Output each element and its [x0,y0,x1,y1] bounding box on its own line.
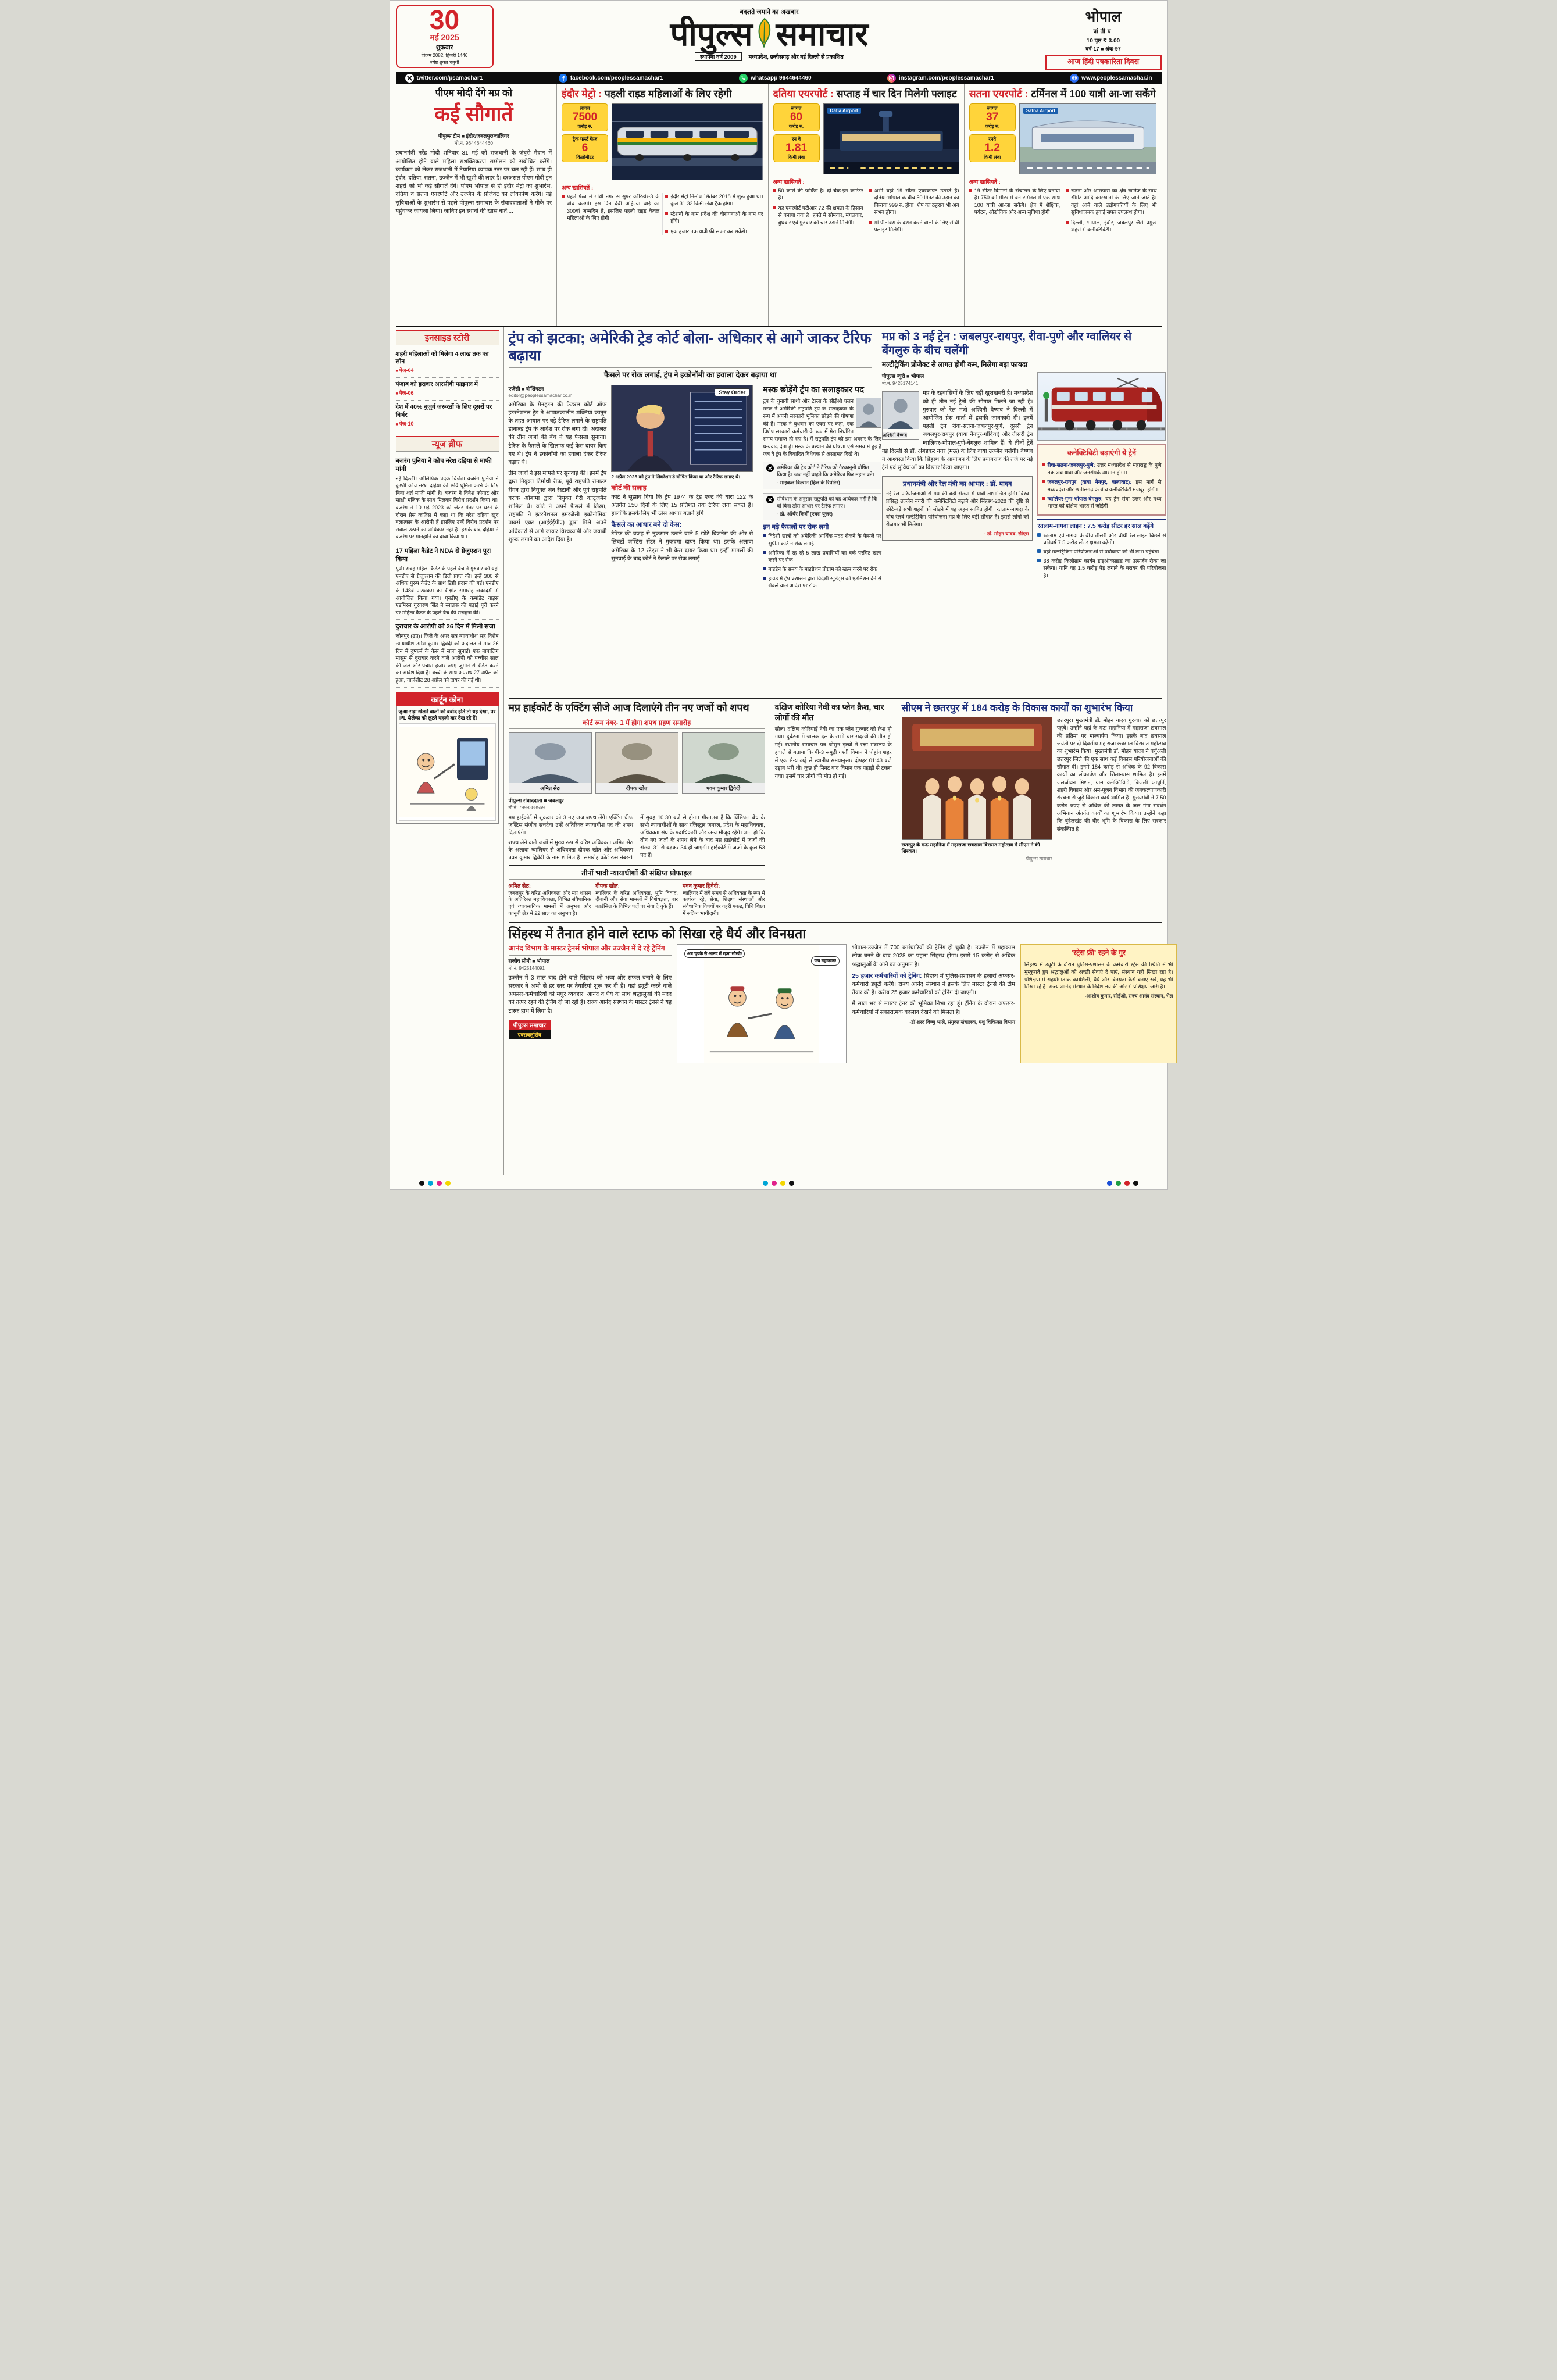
judge-photo [595,732,678,794]
fact-item: यहां मल्टीट्रैकिंग परियोजनाओं से पर्यावरण को भी लाभ पहुंचेगा। [1037,548,1166,555]
feature-item: मां पीतांबरा के दर्शन करने वालों के लिए सीधी फ्लाइट मिलेगी। [869,219,959,234]
website-link[interactable] [1070,74,1152,83]
musk-body: ट्रंप के चुनावी साथी और टेस्ला के सीईओ एलन मस्क ने अमेरिकी राष्ट्रपति ट्रंप के सलाहकार के रूप में अपनी सरकारी भूमिका छोड़ने की घोषणा की है। मस्क ने बुधवार को एक्स पर कहा, एक विशेष सरकारी कर्मचारी के रूप में मेरा निर्धारित समय समाप्त हो रहा है। मैं राष्ट्रपति ट्रंप को इस अवसर के लिए धन्यवाद देता हूं। मस्क के प्रस्थान की घोषणा ऐसे समय में हुई है जब वे ट्रंप के विवादित विधेयक से असहमत दिखे थे। [763,398,881,458]
closing-attribution: -डॉ शरद विष्णु भाले, संयुक्त संचालक, पशु चिकित्सा विभाग [909,1019,1015,1025]
band-singhast [508,923,1173,1132]
highcourt-byline: पीपुल्स संवाददाता ■ जबलपुर [508,797,564,803]
date-day: 30 [429,5,460,35]
newspaper-title [499,17,1040,51]
metro-headline [562,88,763,100]
trains-content [881,372,1166,581]
lead-byline: पीपुल्स टीम ■ इंदौर/जबलपुर/ग्वालियर [396,130,552,140]
feature-item: अभी यहां 19 सीटर एयरक्राफ्ट उतरते हैं। दतिया-भोपाल के बीच 50 मिनट की उड़ान का किराया 999 रु. होगा। शेष का ठहराव भी अब संभव होगा। [869,187,959,216]
masthead [396,4,1162,72]
color-dot-magenta [437,1181,442,1186]
route-text: यह ट्रेन सेवा उत्तर और मध्य भारत को दक्षिण भारत से जोड़ेगी। [1047,496,1162,509]
masthead-center [499,5,1040,70]
route-name: जबलपुर-रायपुर (वाया नैनपुर, बालाघाट): [1047,479,1132,485]
profiles-header: तीनों भावी न्यायाधीशों की संक्षिप्त प्रोफाइल [509,868,765,880]
facts-list [1037,519,1166,579]
instagram-link[interactable] [887,74,994,83]
brief-title: बजरंग पुनिया ने कोच नरेश दहिया से माफी मांगी [395,457,492,473]
stayed-decision-item: बाइडेन के समय के माइग्रेशन प्रोग्राम को खत्म करने पर रोक [763,566,881,573]
color-dot-black [1133,1181,1138,1186]
datia-cost-stat: लागत 60 करोड़ रु. [773,103,820,131]
singhast-content [508,944,1173,1063]
satna-features-list [969,187,1157,233]
korea-body: सोल। दक्षिण कोरियाई नेवी का एक प्लेन गुरुवार को क्रैश हो गया। दुर्घटना में चालक दल के सभी चार सदस्यों की मौत हो गई। स्थानीय समाचार पत्र चोसुन इल्बो ने रक्षा मंत्रालय के हवाले से बताया कि पी-3 समुद्री गश्ती विमान ने पोहांग शहर में एक सैन्य अड्डे से स्थानीय समयानुसार दोपहर 01:43 बजे उड़ान भरी थी। कुछ ही मिनट बाद विमान एक पहाड़ी से टकरा गया। इसमें चार लोगों की मौत हो गई। [774,726,892,779]
singhast-subhead: आनंद विभाग के मास्टर ट्रेनर्स भोपाल और उज्जैन में दे रहे ट्रेनिंग [508,944,665,953]
stayed-decisions-heading: इन बड़े फैसलों पर रोक लगी [763,524,829,531]
trump-headline: ट्रंप को झटका; अमेरिकी ट्रेड कोर्ट बोला- अधिकार से आगे जाकर टैरिफ बढ़ाया [508,330,872,364]
highcourt-para: शपथ लेने वाले जजों में मुख्य रूप से वरिष्ठ अधिवक्ता अमित सेठ के अलावा ग्वालियर से अधिवक्ता दीपक खोत और अधिवक्ता पवन कुमार द्विवेदी के नाम शामिल हैं। समारोह कोर्ट रूम नंबर-1 में सुबह 10.30 बजे से होगा। गौरतलब है कि प्रिंसिपल बेंच के सभी न्यायाधीशों के साथ रजिस्ट्रार जनरल, प्रदेश के महाधिवक्ता, अधिवक्ता संघ के पदाधिकारी और अन्य मौजूद रहेंगे। ज्ञात हो कि तीन नए जजों के शपथ लेने के बाद मप्र हाईकोर्ट में जजों की संख्या 31 से बढ़कर 34 हो जाएगी। हाईकोर्ट में जजों के कुल 53 पद हैं। [508,814,765,860]
singhast-headline: सिंहस्थ में तैनात होने वाले स्टाफ को सिखा रहे धैर्य और विनम्रता [508,926,806,942]
band-trump-trains [508,327,1166,699]
instagram-handle: instagram.com/peoplessamachar1 [898,74,994,81]
cm-photo-wrap [902,717,1052,862]
twitter-icon [405,74,414,83]
fact-item: 38 करोड़ किलोग्राम कार्बन डाइऑक्साइड का उत्सर्जन रोका जा सकेगा। यानि यह 1.5 करोड़ पेड़ लगाने के बराबर की परियोजना है। [1037,558,1166,578]
trump-photo [611,385,753,472]
judge-name: पवन कुमार द्विवेदी [683,783,765,793]
profiles-grid [509,882,765,918]
musk-headline: मस्क छोड़ेंगे ट्रंप का सलाहकार पद [763,385,865,395]
photo-credit: पीपुल्स समाचार [1026,856,1052,862]
route-text: इस मार्ग से मध्यप्रदेश और छत्तीसगढ़ के बीच कनेक्टिविटी मजबूत होगी। [1047,479,1162,492]
inside-story-item [396,401,499,431]
feature-item: स्टेशनों के नाम प्रदेश की वीरांगनाओं के नाम पर होंगे। [665,210,763,225]
profile-name: अमित सेठ: [508,882,531,889]
twitter-link[interactable] [405,74,483,83]
facebook-icon [559,74,567,83]
title-part-2: समाचार [776,16,869,52]
date-box [396,5,494,68]
edition-type: प्रांतीय [1093,28,1113,35]
tweet-text: संविधान के अनुसार राष्ट्रपति को यह अधिकार नहीं है कि वो बिना ठोस आधार पर टैरिफ लगाए। [777,495,877,509]
masthead-subline [499,52,1040,61]
x-icon [766,464,774,472]
tweet-attribution: - माइकल विल्सन (हिल के रिपोर्टर) [777,479,840,485]
story-satna-airport [964,84,1162,326]
connectivity-box [1037,444,1166,515]
tips-attribution: -आशीष कुमार, सीईओ, राज्य आनंद संस्थान, भेल [1084,993,1173,999]
profile-text: जबलपुर के वरिष्ठ अधिवक्ता और मप्र शासन के अतिरिक्त महाधिवक्ता, विभिन्न संवैधानिक एवं व्यावसायिक मामलों में अनुभव और कानूनी क्षेत्र में 22 साल का अनुभव है। [508,889,591,917]
judges-photo-row [509,732,765,794]
lead-kicker: पीएम मोदी देंगे मप्र को [435,87,512,98]
twitter-handle: twitter.com/psamachar1 [416,74,483,81]
metro-features-list [562,193,763,235]
fact-item: रतलाम एवं नागदा के बीच तीसरी और चौथी रेल लाइन बिछने से प्रतिवर्ष 7.5 करोड़ सीटर क्षमता बढ़ेगी। [1037,532,1166,546]
stay-order-badge: Stay Order [715,388,749,396]
page-ref: ■ पेज-10 [396,421,499,428]
trump-col-text [509,385,607,592]
datia-airport-photo [823,103,959,174]
trains-col-text [882,372,1033,581]
metro-features-label: अन्य खासियतें : [562,184,594,191]
news-brief-item [396,454,499,545]
registration-group [763,1181,794,1186]
trains-byline: पीपुल्स ब्यूरो ■ भोपाल [881,373,924,380]
judge-name: अमित सेठ [509,783,591,793]
feature-item: एक हजार तक यात्री फ्री सफर कर सकेंगे। [665,228,763,235]
whatsapp-number: facebook.com/peoplessamachar1 [570,74,663,81]
trump-photo-caption: 2 अप्रैल 2025 को ट्रंप ने लिबरेशन डे घोषित किया था और टैरिफ लगाए थे। [611,473,741,480]
thanks-attribution: - डॉ. मोहन यादव, सीएम [984,530,1029,537]
satna-kicker: सतना एयरपोर्ट : [969,87,1029,99]
feature-item: इंदौर मेट्रो निर्माण सितंबर 2018 में शुरू हुआ था। कुल 31.32 किमी लंबा ट्रैक होगा। [665,193,763,208]
satna-cost-stat: लागत 37 करोड़ रु. [969,103,1016,131]
story-cm-chhatarpur [897,702,1166,917]
route-name: रीवा-सतना-जबलपुर-पुणे: [1047,462,1095,469]
special-day-badge: आज हिंदी पत्रकार‍िता दिवस [1045,55,1162,70]
tips-body: सिंहस्थ में ड्यूटी के दौरान पुलिस-प्रशासन के कर्मचारी स्ट्रेस की स्थिति में भी मुस्कुराते हुए श्रद्धालुओं को अच्छी सेवाएं दे पाएं, संस्थान यही सिखा रहा है। प्रशिक्षण में सहयोगात्मक कार्यशैली, धैर्य और विनम्रता कैसे बनाए रखें, यह भी सिखा रहे हैं। राज्य आनंद संस्थान के निदेशालय की ओर से प्रशिक्षण जारी है। [1024,962,1173,990]
datia-features-list [773,187,959,233]
whatsapp-icon [739,74,748,83]
satna-photo-sign: Satna Airport [1023,108,1058,114]
highcourt-subhead: कोर्ट रूम नंबर- 1 में होगा शपथ ग्रहण समारोह [509,717,765,729]
tithi-line: ज्येष्ठ शुक्ल चतुर्थी [430,60,459,66]
color-dot-cyan [428,1181,433,1186]
top-stories-row [396,84,1162,327]
tweet-attribution: - डॉ. ऑर्थर किर्बी (एक्स यूजर) [777,510,833,517]
datia-features-label: अन्य खासियतें : [773,178,805,185]
feature-item: पहले फेज में गांधी नगर से सुपर कॉरिडोर-3 के बीच चलेगी। इस दिन देवी अहिल्या बाई का 300वां जन्मदिन है, इसलिए पहली राइड केवल महिलाओं के लिए होगी। [562,193,659,222]
highcourt-headline: मप्र हाईकोर्ट के एक्टिंग सीजे आज दिलाएंगे तीन नए जजों को शपथ [508,701,749,713]
court-advice-heading: कोर्ट की सलाह [611,484,647,492]
training-body: सिंहस्थ में पुलिस-प्रशासन के हजारों अफसर-कर्मचारी ड्यूटी करेंगे। राज्य आनंद संस्थान ने इसके लिए मास्टर ट्रेनर्स की टीम तैयार की है। करीब 25 हजार कर्मचारियों को ट्रेनिंग दी जाएगी। [852,973,1015,996]
color-dot-green [1116,1181,1121,1186]
thanks-body: नई रेल परियोजनाओं से मप्र की बड़ी संख्या में यात्री लाभान्वित होंगे। विश्व प्रसिद्ध उज्जैन नगरी की कनेक्टिविटी बढ़ाने और सिंहस्थ-2028 की दृष्टि से छोटे-बड़े सभी शहरों को जोड़ने में यह अहम साबित होगी। रतलाम-नागदा के बीच रेलवे मल्टीट्रैकिंग परियोजना मप्र के लिए बड़ी सौगात है। इससे लोगों को रोजगार भी मिलेगा। [885,491,1029,527]
tweet-text-wrap [777,496,878,518]
color-dot-black [419,1181,424,1186]
satna-stats [969,103,1016,174]
thanks-box [882,476,1033,540]
newspaper-tagline: बदलते जमाने का अखबार [729,8,809,17]
profile-text: ग्वालियर में लंबे समय से अधिवक्ता के रूप में कार्यरत रहे, सेवा, शिक्षण संस्थाओं और संवैधानिक विषयों पर गहरी पकड़, विधि शिक्षा में सक्रिय भागीदारी। [682,889,765,917]
story-datia-airport [768,84,964,326]
training-heading: 25 हजार कर्मचारियों को ट्रेनिंग: [852,972,922,980]
singhast-col-2 [677,944,847,1063]
minister-photo [882,391,919,440]
color-dot-blue [1107,1181,1112,1186]
cartoon-corner-box [396,706,499,824]
lead-phone: मो.नं. 9644644460 [454,140,493,146]
satna-features-label: अन्य खासियतें : [969,178,1001,185]
exclusive-badge-line1: पीपुल्स समाचार [509,1020,551,1030]
cartoon-corner [396,692,499,824]
datia-headline-text: सप्ताह में चार दिन मिलेगी फ्लाइट [836,87,957,99]
color-dot-cyan [763,1181,768,1186]
profile-name: दीपक खोत: [595,882,620,889]
profile-name: पवन कुमार द्विवेदी: [682,882,720,889]
cm-content [901,717,1166,862]
route-text: उत्तर मध्यप्रदेश से महाराष्ट्र के पुणे तक अब यात्रा और जनसंपर्क आसान होगा। [1047,462,1162,476]
story-trump-tariff [508,330,881,694]
datia-photo-sign: Datia Airport [827,108,861,114]
connectivity-header: कनेक्टिविटी बढ़ाएंगी ये ट्रेनें [1042,448,1161,459]
satna-headline-text: टर्मिनल में 100 यात्री आ-जा सकेंगे [1031,87,1156,99]
inside-item-text: पंजाब को हराकर आरसीबी फाइनल में [395,381,478,388]
story-indore-metro [556,84,767,326]
inside-story-header: इनसाइड स्टोरी [396,330,499,345]
tweet-quote [763,493,881,521]
exclusive-badge [509,1020,551,1039]
profile-item [683,882,765,918]
trump-content [508,385,881,592]
metro-stats [562,103,608,180]
facebook-link[interactable] [559,74,663,83]
calendar-line: विक्रम 2082, हिजरी 1446 [421,53,468,59]
cm-event-photo [902,717,1052,840]
cartoon-image [399,723,496,821]
cases-heading: फैसले का आधार बने दो केस: [611,521,682,529]
singhast-col-1 [509,944,672,1063]
story-new-trains [877,330,1166,694]
inside-item-text: देश में 40% बुजुर्ग जरूरतों के लिए दूसरों पर निर्भर [395,403,492,419]
cartoon-corner-header: कार्टून कोना [396,692,499,706]
metro-kicker: इंदौर मेट्रो : [562,87,602,99]
datia-stats [773,103,820,174]
thanks-heading: प्रधानमंत्री और रेल मंत्री का आभार : डॉ. यादव [902,481,1012,488]
train-illustration [1037,372,1166,441]
cm-photo-caption: छतरपुर के मऊ सहानिया में महाराजा छत्रसाल विरासत महोत्सव में सीएम ने की शिरकत। [901,841,1040,855]
inside-item-text: शहरी महिलाओं को मिलेगा 4 लाख तक का लोन [395,350,489,366]
musk-body-wrap [763,398,881,458]
trains-body-wrap [882,389,1033,472]
feature-item: 50 कारों की पार्किंग है। दो चेक-इन काउंटर हैं। [773,187,863,202]
cm-body: छतरपुर। मुख्यमंत्री डॉ. मोहन यादव गुरुवार को छतरपुर पहुंचे। उन्होंने यहां के मऊ सहानिया में महाराजा छत्रसाल की प्रतिमा पर माल्यार्पण किया। इसके बाद छत्रसाल जयंती पर दो दिवसीय महाराजा छत्रसाल विरासत महोत्सव का शुभारंभ किया। मुख्यमंत्री डॉ. मोहन यादव ने वर्चुअली छतरपुर जिले की एक साथ कई विकास परियोजनाओं की सौगात दी। इनमें 184 करोड़ से अधिक के 92 विकास कार्यों का लोकार्पण और शिलान्यास शामिल है। इनमें जलजीवन मिशन, ग्राम कनेक्टिविटी, बिजली आपूर्ति, शहरी विकास और श्रम-पूजन विभाग की जनकल्याणकारी संरचना से जुड़े विकास कार्य शामिल हैं। मुख्यमंत्री ने 7.50 करोड़ रुपए से अधिक की लागत के जल गंगा संवर्धन अभियान अंतर्गत कार्यों का शुभारंभ किया। उन्होंने कहा कि बुंदेलखंड की वीर भूमि के विकास के लिए सरकार संकल्पित है। [1056,717,1166,832]
brief-body: नई दिल्ली। ओलिंपिक पदक विजेता बजरंग पुनिया ने कुश्ती कोच नरेश दहिया की छवि धूमिल करने के लिए बिना शर्त माफी मांगी है। बजरंग ने विनेश फोगाट और साक्षी मलिक के साथ मिलकर विरोध प्रदर्शन किया था। बजरंग ने 10 मई 2023 को जंतर मंतर पर धरने के दौरान प्रेस कांफ्रेंस में कहा था कि नरेश दहिया खुद बलात्कार के आरोपी हैं इसलिए उन्हें विरोध प्रदर्शन पर सवाल उठाने का अधिकार नहीं है। इसके बाद दहिया ने बजरंग पर मानहानि का दावा किया था। [395,475,499,540]
metro-headline-text: पहली राइड महिलाओं के लिए रहेगी [604,87,732,99]
date-month: मई 2025 [430,33,459,42]
trump-para: तीन जजों ने इस मामले पर सुनवाई की। इनमें ट्रंप द्वारा नियुक्त टिमोथी रीफ, पूर्व राष्ट्रपति रोनाल्ड रीगन द्वारा नियुक्त जेन रेस्टानी और पूर्व राष्ट्रपति बराक ओबामा द्वारा नियुक्त गैरी काट्जमैन शामिल थे। कोर्ट ने अपने फैसले में लिखा, राष्ट्रपति ने इंटरनेशनल इमरजेंसी इकोनॉमिक पावर्स एक्ट (आईईईपीए) द्वारा मिले अपने अधिकारों से आगे जाकर विश्वव्यापी और जवाबी शुल्क लगाने का आदेश दिया है। [508,470,607,543]
color-dot-magenta [772,1181,777,1186]
brief-title: 17 महिला कैडेट ने NDA से ग्रेजुएशन पूरा किया [395,548,491,563]
datia-runway-stat: रन वे 1.81 किमी लंबा [773,134,820,162]
story-highcourt-oath [509,702,770,917]
story-pm-gifts [396,84,557,326]
cm-headline: सीएम ने छतरपुर में 184 करोड़ के विकास कार्यों का शुभारंभ किया [901,702,1133,713]
feature-item: दिल्ली, भोपाल, इंदौर, जबलपुर जैसे प्रमुख शहरों से कनेक्टिविटी। [1066,219,1156,234]
trains-body: मप्र के रहवासियों के लिए बड़ी खुशखबरी है। मध्यप्रदेश को ही तीन नई ट्रेनों की सौगात मिलने जा रही है। गुरुवार को रेल मंत्री अश्विनी वैष्णव ने दिल्ली में आयोजित प्रेस वार्ता में इसकी जानकारी दी। इनमें पहली ट्रेन रीवा-सतना-जबलपुर-पुणे, दूसरी ट्रेन जबलपुर-रायपुर (वाया नैनपुर-गोंदिया) और तीसरी ट्रेन ग्वालियर-भोपाल-पुणे-बेंगलुरु शामिल हैं। ये तीनों ट्रेनें नई दिल्ली से डॉ. अंबेडकर नगर (मऊ) के लिए वाया उज्जैन चलेंगी। वैष्णव ने आश्वस्त किया कि सिंहस्थ के आयोजन के लिए प्रयागराज की तर्ज पर नई ट्रेनें एवं सुविधाओं का विस्तार किया जाएगा। [881,390,1033,471]
highcourt-para: मप्र हाईकोर्ट में शुक्रवार को 3 नए जज शपथ लेंगे। एक्टिंग चीफ जस्टिस संजीव सचदेवा उन्हें अतिरिक्त न्यायाधीश पद की शपथ दिलाएंगे। [508,814,634,835]
feature-item: यह एयरपोर्ट एटीआर 72 की क्षमता के हिसाब से बनाया गया है। हफ्ते में सोमवार, मंगलवार, बुधवार एवं गुरुवार को चार उड़ानें मिलेंगी। [773,205,863,226]
volume-issue: वर्ष-17 ■ अंक-97 [1085,46,1121,52]
page-ref: ■ पेज-06 [396,390,499,397]
satna-runway-stat: रनवे 1.2 किमी लंबा [969,134,1016,162]
left-rail [396,327,504,1175]
feather-logo-icon [755,17,774,51]
established-badge: स्थापना वर्ष 2009 [695,52,741,61]
singhast-cartoon [677,944,847,1063]
feature-item: 19 सीटर विमानों के संचालन के लिए बनाया है। 750 वर्ग मीटर में बने टर्मिनल में एक साथ 100 यात्री आ-जा सकेंगे। क्षेत्र में शैक्षिक, पर्यटन, औद्योगिक और अन्य सुविधा होगी। [969,187,1060,216]
trump-subhead: फैसले पर रोक लगाई, ट्रंप ने इकोनॉमी का हवाला देकर बढ़ाया था [509,367,872,381]
registration-marks [396,1178,1162,1187]
masthead-right [1045,5,1162,70]
satna-airport-photo [1019,103,1157,174]
social-bar [396,72,1162,84]
trump-byline: एजेंसी ■ वॉशिंगटन [508,385,544,392]
tweet-text: अमेरिका की ट्रेड कोर्ट ने टैरिफ को गैरकानूनी घोषित किया है। जज नहीं चाहते कि अमेरिका फिर महान बने। [777,464,875,477]
judge-photo [509,732,592,794]
brief-body: पुणे। सत्रह महिला कैडेट के पहले बैच ने गुरुवार को यहां एनडीए से ग्रेजुएशन की डिग्री प्राप्त की। इन्हें 300 से अधिक पुरुष कैडेट के साथ डिग्री प्रदान की गई। एनडीए के 148वें पाठ्यक्रम का दीक्षांत समारोह अकादमी में आयोजित किया गया। एनडीए के कमांडेंट वाइस एडमिरल गुरचरण सिंह ने स्नातक की पढ़ाई पूरी करने पर महिला कैडेट के पहले बैच की सराहना की। [395,566,499,616]
color-dot-red [1124,1181,1130,1186]
singhast-phone: मो.नं. 9425144091 [508,965,545,971]
court-advice-body: कोर्ट ने सुझाव दिया कि ट्रंप 1974 के ट्रेड एक्ट की धारा 122 के अंतर्गत 150 दिनों के लिए 15 प्रतिशत तक टैरिफ लगा सकते हैं। हालांकि इसके लिए भी ठोस आधार बताने होंगे। [611,494,753,517]
profile-text: ग्वालियर के वरिष्ठ अधिवक्ता, भूमि विवाद, दीवानी और सेवा मामलों में विशेषज्ञता, बार काउंसिल के विभिन्न पदों पर सेवा दे चुके हैं। [595,889,678,910]
band-courts [508,699,1166,923]
datia-stats-photo [773,103,959,174]
feature-item: सतना और आसपास का क्षेत्र खनिज के साथ सीमेंट आदि कारखानों के लिए जाने जाते हैं। वहां आने वाले उद्योगपतियों के लिए भी सुविधाजनक हवाई सफर उपलब्ध होगा। [1066,187,1156,216]
korea-headline: दक्षिण कोरिया नेवी का प्लेन क्रैश, चार लोगों की मौत [774,702,884,722]
registration-group [1107,1181,1138,1186]
page-ref: ■ पेज-04 [396,367,499,374]
lead-body: प्रधानमंत्री नरेंद्र मोदी शनिवार 31 मई को राजधानी के जंबूरी मैदान में आयोजित होने वाले महिला सशक्तिकरण सम्मेलन को संबोधित करेंगे। कार्यक्रम को लेकर राजधानी में तैयारियां व्यापक स्तर पर चल रही हैं। साथ ही इंदौर, दतिया, सतना, उज्जैन में भी खुशी की लहर है। दरअसल पीएम मोदी इन शहरों को भी कई सौगातें देंगे। पीएम भोपाल से ही इंदौर मेट्रो का शुभारंभ, दतिया व सतना एयरपोर्ट और उज्जैन के प्रोजेक्ट का लोकार्पण करेंगे। नई सुविधाओं के शुभारंभ से पहले पीपुल्स समाचार के संवाददाताओं ने मौके पर पहुंचकर जायजा लिया। जानिए इन स्थानों की खास बातें.... [395,150,552,215]
lower-grid [395,327,1173,1175]
website-url: www.peoplessamachar.in [1081,74,1152,81]
globe-icon [1070,74,1079,83]
x-icon [766,496,774,503]
trump-col-photo [611,385,753,592]
singhast-body: उज्जैन में 3 साल बाद होने वाले सिंहस्थ को भव्य और सफल बनाने के लिए सरकार ने अभी से हर स्तर पर तैयारियां शुरू कर दी हैं। यहां ड्यूटी करने वाले अफसर-कर्मचारियों को मधुर व्यवहार, आनंद व धैर्य के साथ श्रद्धालुओं की मदद को तत्पर रहने की ट्रेनिंग दी जा रही है। राज्य आनंद संस्थान के मास्टर ट्रेनर्स ने यह टास्क हाथ में लिया है। [508,974,672,1014]
instagram-icon [887,74,896,83]
highcourt-phone: मो.नं. 7999388569 [508,805,545,810]
stayed-decisions-list [763,533,881,589]
brief-title: दुराचार के आरोपी को 26 दिन में मिली सजा [395,623,495,631]
metro-cost-stat: लागत 7500 करोड़ रु. [562,103,608,131]
datia-headline [773,88,959,100]
trains-subhead: मल्टीट्रैकिंग प्रोजेक्ट से लागत होगी कम, मिलेगा बड़ा फायदा [881,360,1028,369]
whatsapp-link[interactable] [739,74,812,83]
route-item [1042,462,1161,476]
satna-headline [969,88,1157,100]
judge-photo [682,732,765,794]
pages-price: 10 पृष्ठ ₹ 3.00 [1086,38,1120,44]
datia-kicker: दतिया एयरपोर्ट : [773,87,834,99]
satna-stats-photo [969,103,1157,174]
speech-bubble: अब चुपके से आनंद में रहना सीखो! [684,949,745,958]
news-brief-box [396,436,499,688]
brief-body: जौनपुर (उप्र)। जिले के अपर सत्र न्यायाधीश सह विशेष न्यायाधीश उमेश कुमार द्विवेदी की अदालत ने मात्र 26 दिन में दुष्कर्म के केस में सजा सुनाई। एक नाबालिग मासूम से दुराचार करने वाले आरोपी को पच्चीस साल की जेल और पचास हजार रुपए जुर्माने से दंडित करने का आदेश दिया है। बच्ची के साथ अपराध 27 अप्रैल को हुआ, चार्जशीट 28 अप्रैल को दायर की गई थी। [395,633,499,683]
main-column [504,327,1173,1175]
tips-heading: 'स्ट्रेस फ्री' रहने के गुर [1024,948,1173,959]
training-paragraph [852,972,1015,998]
story-judge-profiles [509,865,765,918]
metro-stats-photo [562,103,763,180]
trains-headline: मप्र को 3 नई ट्रेन : जबलपुर-रायपुर, रीवा-पुणे और ग्वालियर से बेंगलुरु के बीच चलेंगी [881,330,1132,357]
story-korea-crash [770,702,897,917]
tweet-text-wrap [777,464,878,487]
color-dot-yellow [780,1181,785,1186]
inside-story-box [396,330,499,431]
speech-bubble: जय महाकाल! [811,956,839,965]
singhast-col-3 [852,944,1015,1063]
registration-group [419,1181,451,1186]
route-item [1042,478,1161,493]
tips-box [1020,944,1177,1063]
trump-para: अमेरिका के मैनहटन की फेडरल कोर्ट ऑफ इंटरनेशनल ट्रेड ने आपातकालीन शक्तियां कानून के तहत आयात पर बड़े टैरिफ लगाने के राष्ट्रपति डोनाल्ड ट्रंप के आदेश पर रोक लगा दी। अदालत की तीन जजों की बेंच ने यह फैसला सुनाया। टैरिफ के फैसले के खिलाफ कई केस दायर किए गए थे। ट्रंप ने इकोनॉमी का हवाला देकर टैरिफ बढ़ाए थे। [508,401,607,466]
inside-story-item [396,348,499,378]
judge-name: दीपक खोत [596,783,678,793]
whatsapp-text: whatsapp 9644644460 [751,74,812,81]
singhast-byline: राजीव सोनी ■ भोपाल [509,955,672,964]
weekday-label: शुक्रवार [435,44,453,52]
news-brief-item [396,544,499,620]
story-musk-adviser [758,385,881,592]
route-name: ग्वालियर-गुना-भोपाल-बेंगलुरु: [1047,496,1103,502]
trains-phone: मो.नं. 9425174141 [881,381,919,387]
lead-headline: कई सौगातें [434,103,513,126]
stayed-decision-item: अमेरिका में रह रहे 5 लाख प्रवासियों का वर्क परमिट खत्म करने पर रोक [763,549,881,563]
news-brief-header: न्यूज ब्रीफ [396,436,499,452]
route-item [1042,495,1161,510]
exclusive-badge-line2: एक्सक्लुसिव [509,1030,551,1039]
facts-heading: रतलाम-नागदा लाइन : 7.5 करोड़ सीटर हर साल बढ़ेंगे [1037,519,1166,530]
color-dot-black [789,1181,794,1186]
metro-track-stat: ट्रैक फर्स्ट फेज 6 किलोमीटर [562,134,608,162]
cases-body: टैरिफ की वजह से नुकसान उठाने वाले 5 छोटे बिजनेस की ओर से लिबर्टी जस्टिस सेंटर ने मुकदमा दायर किया था। इसके अलावा अमेरिका के 12 स्टेट्स ने भी केस दायर किया था। इन्हीं मामलों की सुनवाई के बाद कोर्ट ने फैसले पर रोक लगाई। [611,531,753,562]
inside-story-item [396,378,499,401]
singhast-col-4 [1020,944,1177,1063]
story-singhast-training [508,925,1173,1063]
trump-email: editor@peoplessamachar.co.in [508,392,573,398]
highcourt-body [509,814,765,862]
edition-city: भोपाल [1085,9,1122,25]
stayed-decision-item: विदेशी छात्रों को अमेरिकी आर्थिक मदद रोकने के फैसले पर सुप्रीम कोर्ट ने रोक लगाई [763,533,881,546]
published-from: मध्यप्रदेश, छत्तीसगढ़ और नई दिल्ली से प्रकाशित [748,54,844,61]
cartoon-caption: जुआ-सट्टा खेलने वालों को बर्बाद होते तो यह देखा, पर IPL सेलेब्स को लुटते पहली बार देख रहे हैं! [398,708,496,721]
profile-item [509,882,591,918]
title-part-1: पीपुल्स [670,16,753,52]
tweet-quote [763,462,881,489]
trains-col-visual [1037,372,1166,581]
news-brief-item [396,620,499,687]
minister-caption: अश्विनी वैष्णव [882,433,908,438]
closing-quote: मैं साल भर से मास्टर ट्रेनर की भूमिका निभा रहा हूं। ट्रेनिंग के दौरान अफसर-कर्मचारियों में सकारात्मक बदलाव देखने को मिलता है। [852,1000,1015,1016]
newspaper-front-page [390,0,1173,1190]
stayed-decision-item: हार्वर्ड में ट्रंप प्रशासन द्वारा विदेशी स्टूडेंट्स को एडमिशन देने से रोकने वाले आदेश पर रोक [763,575,881,589]
metro-photo [612,103,763,180]
color-dot-yellow [445,1181,451,1186]
singhast-body: भोपाल-उज्जैन में 700 कर्मचारियों की ट्रेनिंग हो चुकी है। उज्जैन में महाकाल लोक बनने के बाद 2028 का पहला सिंहस्थ होगा। इसमें 15 करोड़ से अधिक श्रद्धालुओं के आने का अनुमान है। [852,945,1015,968]
profile-item [595,882,678,918]
